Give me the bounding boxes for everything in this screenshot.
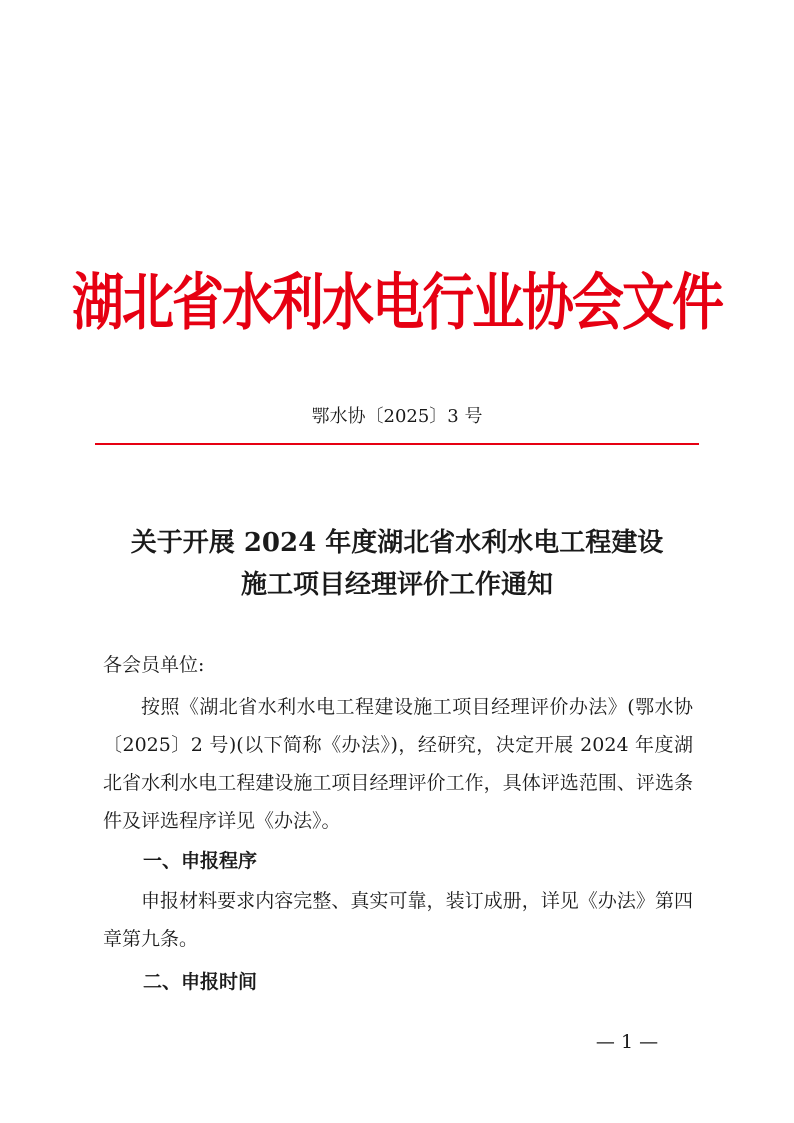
page-number: — 1 — (595, 1031, 659, 1053)
body-paragraph-1: 按照《湖北省水利水电工程建设施工项目经理评价办法》(鄂水协〔2025〕2 号)(以下简称《办法》)，经研究，决定开展 2024 年度湖北省水利水电工程建设施工项目经理评价工作，具体评选范围、评选条件及评选程序详见《办法》。 (103, 696, 693, 832)
document-title (60, 522, 734, 606)
document-masthead: 湖北省水利水电行业协会文件 (71, 267, 722, 339)
red-divider-line (95, 443, 699, 445)
document-title-line-2: 施工项目经理评价工作通知 (240, 570, 553, 600)
document-number: 鄂水协〔2025〕3 号 (311, 406, 483, 427)
section-heading-1: 一、申报程序 (143, 850, 258, 872)
section-heading-2: 二、申报时间 (143, 971, 258, 993)
document-title-line-1: 关于开展 2024 年度湖北省水利水电工程建设 (130, 528, 664, 558)
body-paragraph-2: 申报材料要求内容完整、真实可靠，装订成册，详见《办法》第四章第九条。 (103, 890, 693, 950)
salutation: 各会员单位: (103, 654, 205, 676)
